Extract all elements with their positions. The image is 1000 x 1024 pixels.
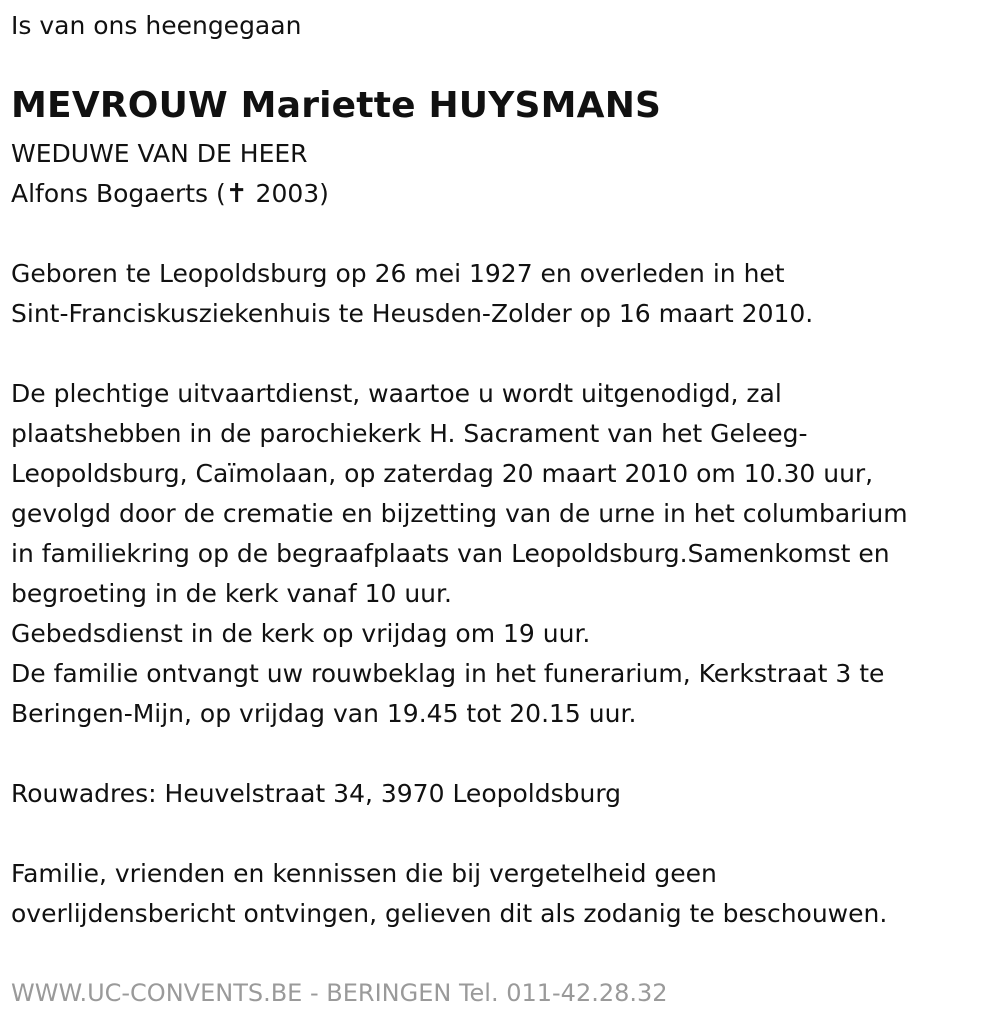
widow-block: [11, 134, 329, 214]
spouse-name: Alfons Bogaerts (: [11, 179, 226, 208]
paragraph-line: Geboren te Leopoldsburg op 26 mei 1927 en overleden in het: [11, 259, 785, 288]
widow-title: WEDUWE VAN DE HEER: [11, 139, 308, 168]
paragraph-line: Leopoldsburg, Caïmolaan, op zaterdag 20 maart 2010 om 10.30 uur,: [11, 459, 874, 488]
notice-paragraph: [11, 854, 887, 934]
paragraph-line: gevolgd door de crematie en bijzetting van de urne in het columbarium: [11, 499, 908, 528]
cross-icon: ✝: [225, 179, 248, 209]
paragraph-line: overlijdensbericht ontvingen, gelieven dit als zodanig te beschouwen.: [11, 899, 888, 928]
paragraph-line: Beringen-Mijn, op vrijdag van 19.45 tot 20.15 uur.: [11, 699, 637, 728]
footer-credit: WWW.UC-CONVENTS.BE - BERINGEN Tel. 011-42.28.32: [11, 979, 668, 1007]
paragraph-line: De plechtige uitvaartdienst, waartoe u wordt uitgenodigd, zal: [11, 379, 782, 408]
birth-death-paragraph: [11, 254, 813, 334]
paragraph-line: Familie, vrienden en kennissen die bij vergetelheid geen: [11, 859, 717, 888]
paragraph-line: begroeting in de kerk vanaf 10 uur.: [11, 579, 452, 608]
paragraph-line: Sint-Franciskusziekenhuis te Heusden-Zolder op 16 maart 2010.: [11, 299, 814, 328]
spouse-death-year: 2003): [247, 179, 329, 208]
service-paragraph: [11, 374, 908, 734]
deceased-name: MEVROUW Mariette HUYSMANS: [11, 85, 662, 126]
paragraph-line: in familiekring op de begraafplaats van Leopoldsburg.Samenkomst en: [11, 539, 890, 568]
spouse-line: [11, 174, 329, 214]
paragraph-line: De familie ontvangt uw rouwbeklag in het funerarium, Kerkstraat 3 te: [11, 659, 885, 688]
intro-text: Is van ons heengegaan: [11, 11, 302, 40]
paragraph-line: Gebedsdienst in de kerk op vrijdag om 19 uur.: [11, 619, 591, 648]
address-line: Rouwadres: Heuvelstraat 34, 3970 Leopoldsburg: [11, 779, 622, 808]
mourning-address: [11, 774, 621, 814]
paragraph-line: plaatshebben in de parochiekerk H. Sacrament van het Geleeg-: [11, 419, 808, 448]
